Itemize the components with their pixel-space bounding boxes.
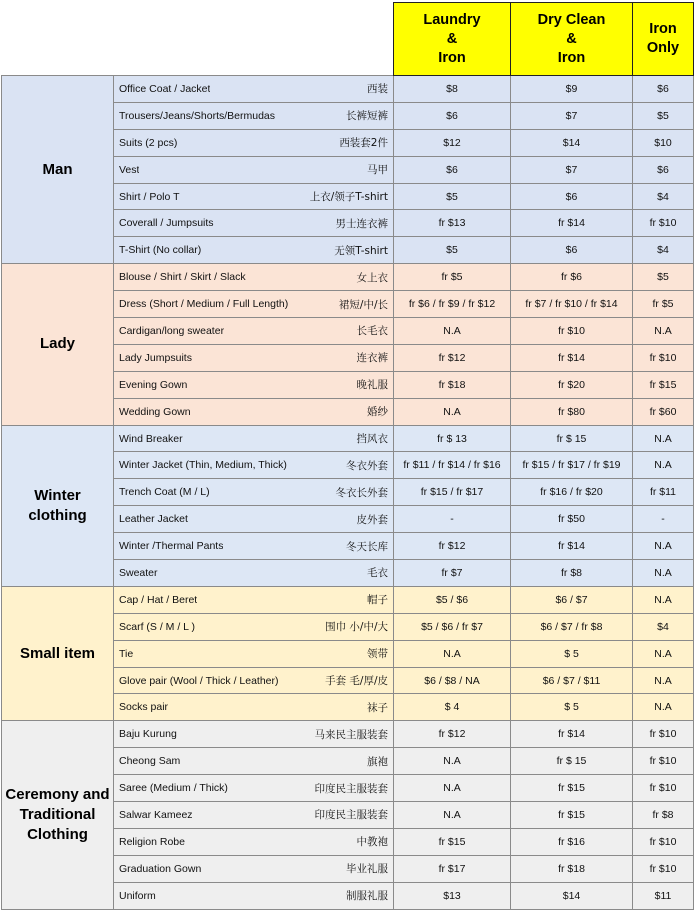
item-name-english: Winter /Thermal Pants [119, 540, 224, 553]
item-name-english: Baju Kurung [119, 728, 177, 741]
price-iron-only: N.A [633, 560, 694, 587]
item-name-english: Office Coat / Jacket [119, 82, 211, 95]
price-dry-clean-iron: fr $7 / fr $10 / fr $14 [511, 291, 633, 318]
item-name-english: Cardigan/long sweater [119, 324, 225, 337]
price-dry-clean-iron: $9 [511, 76, 633, 103]
price-dry-clean-iron: fr $15 [511, 775, 633, 802]
price-laundry-iron: fr $12 [394, 533, 511, 560]
price-laundry-iron: N.A [394, 640, 511, 667]
item-name-english: Leather Jacket [119, 513, 188, 526]
item-name-chinese: 西装 [367, 83, 388, 96]
price-dry-clean-iron: fr $10 [511, 318, 633, 345]
price-dry-clean-iron: fr $15 [511, 802, 633, 829]
price-dry-clean-iron: $6 [511, 183, 633, 210]
item-cell [114, 344, 394, 371]
item-name-english: Cap / Hat / Beret [119, 593, 198, 606]
price-iron-only: N.A [633, 425, 694, 452]
price-laundry-iron: fr $6 / fr $9 / fr $12 [394, 291, 511, 318]
item-name-chinese: 晚礼服 [356, 379, 388, 392]
item-name-chinese: 连衣裤 [356, 352, 388, 365]
price-laundry-iron: $5 / $6 [394, 586, 511, 613]
item-name-chinese: 毕业礼服 [346, 863, 388, 876]
item-name-chinese: 帽子 [367, 594, 388, 607]
item-name-english: Tie [119, 647, 134, 660]
item-name-chinese: 印度民主服装套 [314, 809, 388, 822]
item-name-chinese: 旗袍 [367, 755, 388, 768]
price-table [1, 2, 694, 910]
table-row [2, 721, 694, 748]
price-dry-clean-iron: fr $16 [511, 828, 633, 855]
item-name-chinese: 上衣/领子T-shirt [309, 191, 388, 203]
price-iron-only: N.A [633, 452, 694, 479]
price-laundry-iron: fr $12 [394, 344, 511, 371]
item-name-chinese: 冬衣长外套 [335, 486, 388, 499]
price-dry-clean-iron: fr $6 [511, 264, 633, 291]
table-row [2, 425, 694, 452]
item-name-english: Religion Robe [119, 835, 185, 848]
price-iron-only: $4 [633, 237, 694, 264]
price-laundry-iron: fr $11 / fr $14 / fr $16 [394, 452, 511, 479]
item-name-english: Sweater [119, 566, 158, 579]
item-name-english: Trench Coat (M / L) [119, 486, 210, 499]
item-name-chinese: 西装套2件 [339, 137, 388, 150]
item-cell [114, 506, 394, 533]
item-name-chinese: 冬天长库 [346, 540, 388, 553]
price-iron-only: $4 [633, 613, 694, 640]
item-cell [114, 667, 394, 694]
category-label: Small item [19, 644, 96, 662]
price-iron-only: fr $10 [633, 855, 694, 882]
item-name-english: Trousers/Jeans/Shorts/Bermudas [119, 109, 276, 122]
item-name-english: Dress (Short / Medium / Full Length) [119, 298, 289, 311]
item-cell [114, 855, 394, 882]
header-blank [2, 3, 394, 76]
price-laundry-iron: N.A [394, 775, 511, 802]
item-name-english: Vest [119, 163, 140, 176]
category-label: Clothing [27, 825, 88, 843]
price-dry-clean-iron: fr $14 [511, 533, 633, 560]
price-iron-only: fr $15 [633, 371, 694, 398]
price-iron-only: fr $10 [633, 775, 694, 802]
price-dry-clean-iron: fr $8 [511, 560, 633, 587]
item-cell [114, 264, 394, 291]
item-cell [114, 640, 394, 667]
price-table-body [2, 76, 694, 910]
item-cell [114, 452, 394, 479]
item-name-chinese: 制服礼服 [346, 890, 388, 903]
item-name-chinese: 裙短/中/长 [338, 298, 388, 311]
price-iron-only: - [633, 506, 694, 533]
item-name-english: Graduation Gown [119, 862, 202, 875]
price-laundry-iron: fr $17 [394, 855, 511, 882]
price-dry-clean-iron: fr $14 [511, 344, 633, 371]
table-row [2, 264, 694, 291]
item-name-english: Scarf (S / M / L ) [119, 620, 196, 633]
table-row [2, 586, 694, 613]
category-lady [2, 264, 114, 425]
price-dry-clean-iron: fr $18 [511, 855, 633, 882]
price-dry-clean-iron: $14 [511, 882, 633, 909]
price-laundry-iron: $13 [394, 882, 511, 909]
item-name-chinese: 无领T-shirt [334, 244, 388, 257]
price-laundry-iron: - [394, 506, 511, 533]
category-label: clothing [28, 506, 87, 524]
item-name-chinese: 马来民主服装套 [314, 728, 388, 741]
price-laundry-iron: fr $ 13 [394, 425, 511, 452]
price-iron-only: N.A [633, 640, 694, 667]
header-dry-clean-iron: Dry Clean & Iron [511, 3, 633, 76]
price-laundry-iron: $6 / $8 / NA [394, 667, 511, 694]
item-name-chinese: 女上衣 [356, 271, 388, 284]
item-name-english: Evening Gown [119, 378, 188, 391]
category-man [2, 76, 114, 264]
item-cell [114, 721, 394, 748]
item-name-english: Cheong Sam [119, 755, 181, 768]
item-cell [114, 533, 394, 560]
item-cell [114, 828, 394, 855]
category-label: Man [42, 160, 73, 178]
price-laundry-iron: fr $12 [394, 721, 511, 748]
price-iron-only: fr $8 [633, 802, 694, 829]
item-name-chinese: 皮外套 [356, 513, 388, 526]
price-dry-clean-iron: fr $ 15 [511, 748, 633, 775]
item-name-english: Wind Breaker [119, 432, 183, 445]
price-iron-only: fr $10 [633, 210, 694, 237]
item-cell [114, 237, 394, 264]
price-laundry-iron: $6 [394, 102, 511, 129]
item-cell [114, 775, 394, 802]
price-laundry-iron: $6 [394, 156, 511, 183]
price-dry-clean-iron: $14 [511, 129, 633, 156]
item-name-chinese: 婚纱 [367, 406, 388, 419]
price-laundry-iron: fr $7 [394, 560, 511, 587]
item-name-chinese: 长毛衣 [356, 325, 388, 338]
category-ceremony-traditional [2, 721, 114, 909]
price-dry-clean-iron: $ 5 [511, 694, 633, 721]
item-cell [114, 291, 394, 318]
price-iron-only: fr $10 [633, 828, 694, 855]
item-cell [114, 560, 394, 587]
item-cell [114, 479, 394, 506]
price-laundry-iron: N.A [394, 318, 511, 345]
item-name-chinese: 男士连衣裤 [335, 217, 388, 230]
item-name-english: Wedding Gown [119, 405, 191, 418]
price-iron-only: $4 [633, 183, 694, 210]
price-iron-only: N.A [633, 533, 694, 560]
item-name-chinese: 印度民主服装套 [314, 782, 388, 795]
price-iron-only: fr $11 [633, 479, 694, 506]
item-name-chinese: 长裤短裤 [346, 110, 388, 123]
item-cell [114, 882, 394, 909]
item-name-english: Coverall / Jumpsuits [119, 217, 214, 230]
item-cell [114, 425, 394, 452]
category-label: Winter [34, 486, 81, 504]
price-dry-clean-iron: fr $ 15 [511, 425, 633, 452]
item-name-chinese: 毛衣 [367, 567, 388, 580]
item-name-chinese: 袜子 [367, 701, 388, 714]
price-dry-clean-iron: fr $16 / fr $20 [511, 479, 633, 506]
price-dry-clean-iron: $7 [511, 102, 633, 129]
item-name-english: Socks pair [119, 701, 169, 714]
item-name-chinese: 中教袍 [356, 836, 388, 849]
item-name-english: Glove pair (Wool / Thick / Leather) [119, 674, 279, 687]
item-name-english: Shirt / Polo T [119, 190, 180, 203]
item-cell [114, 586, 394, 613]
price-iron-only: fr $10 [633, 721, 694, 748]
price-laundry-iron: $5 [394, 237, 511, 264]
price-iron-only: fr $5 [633, 291, 694, 318]
price-laundry-iron: N.A [394, 802, 511, 829]
price-dry-clean-iron: fr $14 [511, 721, 633, 748]
item-cell [114, 748, 394, 775]
price-dry-clean-iron: fr $50 [511, 506, 633, 533]
price-dry-clean-iron: $7 [511, 156, 633, 183]
price-iron-only: $5 [633, 264, 694, 291]
price-dry-clean-iron: $6 / $7 [511, 586, 633, 613]
item-name-chinese: 挡风衣 [356, 433, 388, 446]
item-cell [114, 210, 394, 237]
price-dry-clean-iron: fr $80 [511, 398, 633, 425]
price-dry-clean-iron: fr $20 [511, 371, 633, 398]
item-name-chinese: 领带 [367, 648, 388, 661]
price-laundry-iron: $12 [394, 129, 511, 156]
price-laundry-iron: fr $15 / fr $17 [394, 479, 511, 506]
item-cell [114, 613, 394, 640]
price-dry-clean-iron: $6 [511, 237, 633, 264]
price-iron-only: $5 [633, 102, 694, 129]
category-winter-clothing [2, 425, 114, 586]
price-dry-clean-iron: $6 / $7 / $11 [511, 667, 633, 694]
item-name-english: Saree (Medium / Thick) [119, 782, 228, 795]
item-name-english: Uniform [119, 889, 156, 902]
item-name-english: Suits (2 pcs) [119, 136, 178, 149]
price-laundry-iron: $5 [394, 183, 511, 210]
price-laundry-iron: $5 / $6 / fr $7 [394, 613, 511, 640]
item-name-chinese: 围巾 小/中/大 [325, 621, 388, 634]
price-iron-only: $10 [633, 129, 694, 156]
price-laundry-iron: fr $13 [394, 210, 511, 237]
item-name-english: Winter Jacket (Thin, Medium, Thick) [119, 459, 287, 472]
item-cell [114, 371, 394, 398]
category-label: Traditional [19, 805, 96, 823]
price-laundry-iron: fr $18 [394, 371, 511, 398]
item-name-chinese: 马甲 [367, 164, 388, 177]
price-dry-clean-iron: fr $14 [511, 210, 633, 237]
item-name-english: Salwar Kameez [119, 808, 193, 821]
price-dry-clean-iron: $6 / $7 / fr $8 [511, 613, 633, 640]
price-iron-only: N.A [633, 667, 694, 694]
item-cell [114, 76, 394, 103]
price-laundry-iron: $ 4 [394, 694, 511, 721]
item-cell [114, 694, 394, 721]
price-iron-only: fr $10 [633, 344, 694, 371]
price-iron-only: N.A [633, 318, 694, 345]
price-laundry-iron: $8 [394, 76, 511, 103]
header-iron-only: Iron Only [633, 3, 694, 76]
item-cell [114, 102, 394, 129]
price-iron-only: $6 [633, 76, 694, 103]
item-name-english: Lady Jumpsuits [119, 351, 192, 364]
price-iron-only: $11 [633, 882, 694, 909]
price-iron-only: N.A [633, 694, 694, 721]
item-cell [114, 156, 394, 183]
category-label: Lady [39, 335, 75, 353]
price-laundry-iron: N.A [394, 398, 511, 425]
item-cell [114, 802, 394, 829]
item-cell [114, 183, 394, 210]
price-iron-only: fr $60 [633, 398, 694, 425]
price-laundry-iron: fr $15 [394, 828, 511, 855]
price-dry-clean-iron: fr $15 / fr $17 / fr $19 [511, 452, 633, 479]
item-name-english: T-Shirt (No collar) [119, 244, 202, 257]
price-iron-only: $6 [633, 156, 694, 183]
item-name-english: Blouse / Shirt / Skirt / Slack [119, 271, 246, 284]
price-dry-clean-iron: $ 5 [511, 640, 633, 667]
price-laundry-iron: N.A [394, 748, 511, 775]
price-iron-only: N.A [633, 586, 694, 613]
price-laundry-iron: fr $5 [394, 264, 511, 291]
category-label: Ceremony and [5, 785, 110, 803]
item-name-chinese: 手套 毛/厚/皮 [325, 675, 388, 688]
price-iron-only: fr $10 [633, 748, 694, 775]
category-small-item [2, 586, 114, 720]
header-laundry-iron: Laundry & Iron [394, 3, 511, 76]
table-row [2, 76, 694, 103]
item-cell [114, 318, 394, 345]
item-cell [114, 129, 394, 156]
item-name-chinese: 冬衣外套 [346, 459, 388, 472]
item-cell [114, 398, 394, 425]
